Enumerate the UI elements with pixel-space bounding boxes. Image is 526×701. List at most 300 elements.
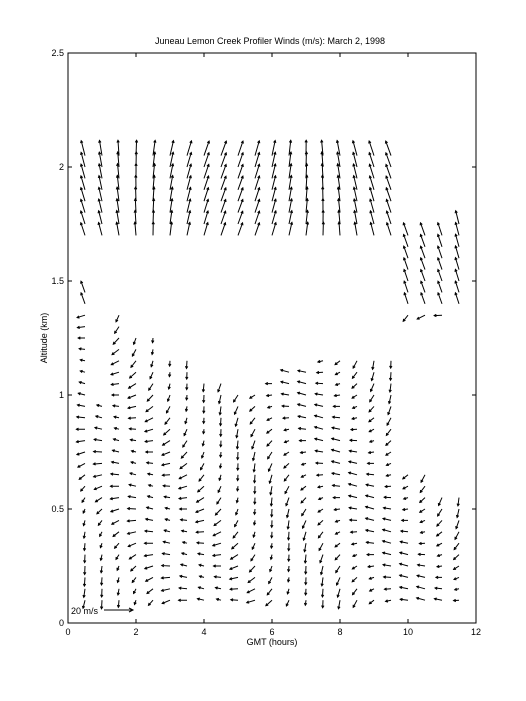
- wind-vector: [366, 541, 374, 543]
- wind-vector: [186, 372, 188, 379]
- wind-vector: [420, 486, 425, 492]
- wind-vector: [238, 211, 243, 224]
- wind-vector: [320, 566, 323, 574]
- wind-vector: [418, 564, 425, 566]
- wind-vector: [298, 392, 306, 395]
- wind-vector: [352, 577, 357, 581]
- wind-vector: [83, 532, 85, 538]
- wind-vector: [128, 406, 136, 408]
- y-tick-label: 1.5: [51, 276, 64, 286]
- wind-vector: [417, 586, 425, 589]
- wind-vector: [420, 270, 425, 281]
- wind-vector: [437, 234, 442, 246]
- wind-vector: [304, 543, 306, 552]
- wind-vector-shaft: [250, 566, 255, 572]
- wind-vector: [214, 520, 221, 525]
- wind-vector: [332, 461, 340, 464]
- wind-vector: [386, 429, 391, 435]
- wind-vector-shaft: [181, 452, 187, 458]
- wind-vector: [165, 519, 170, 521]
- wind-vector: [181, 519, 187, 521]
- wind-vector: [302, 520, 306, 528]
- wind-vector-shaft: [238, 176, 243, 190]
- wind-vector: [77, 416, 85, 418]
- wind-vector: [161, 577, 170, 579]
- wind-vector: [366, 495, 374, 498]
- wind-vector: [83, 577, 85, 586]
- wind-vector: [370, 440, 374, 442]
- wind-vector: [403, 315, 408, 321]
- wind-vector-shaft: [420, 498, 425, 503]
- wind-vector: [95, 498, 102, 502]
- wind-vector: [267, 394, 272, 396]
- wind-vector: [127, 520, 136, 522]
- wind-vector: [112, 450, 119, 452]
- wind-vector: [183, 441, 187, 447]
- wind-vector: [113, 532, 119, 537]
- wind-vector: [76, 428, 85, 430]
- wind-vector: [404, 269, 408, 281]
- wind-vector: [384, 588, 391, 590]
- wind-vector: [237, 463, 239, 470]
- wind-vector: [386, 441, 391, 446]
- wind-vector: [349, 483, 357, 486]
- wind-vector: [270, 498, 272, 506]
- wind-vector: [266, 382, 272, 384]
- wind-vector: [116, 222, 119, 235]
- wind-vector: [266, 600, 272, 606]
- wind-vector: [318, 532, 323, 538]
- wind-vector: [370, 384, 374, 392]
- wind-vector: [80, 223, 85, 236]
- wind-vector: [366, 518, 374, 521]
- wind-vector-shaft: [81, 223, 85, 236]
- wind-vector-shaft: [438, 223, 442, 236]
- wind-vector: [128, 417, 136, 419]
- wind-vector: [317, 371, 323, 373]
- wind-vector: [162, 589, 170, 592]
- wind-vector: [77, 326, 85, 328]
- wind-vector: [333, 496, 340, 498]
- wind-vector-shaft: [438, 281, 442, 292]
- wind-vector: [386, 474, 391, 476]
- wind-vector: [437, 554, 442, 556]
- wind-vector: [434, 314, 442, 316]
- wind-vector: [81, 486, 85, 491]
- wind-vector: [170, 222, 173, 235]
- wind-vector: [349, 450, 357, 452]
- wind-vector: [180, 575, 187, 577]
- wind-vector: [236, 429, 238, 437]
- wind-vector: [221, 223, 226, 236]
- wind-vector: [77, 404, 85, 406]
- wind-vector: [134, 600, 136, 604]
- wind-vector: [437, 543, 442, 546]
- wind-vector-shaft: [231, 555, 238, 560]
- wind-vector: [230, 566, 238, 569]
- wind-vector: [270, 566, 272, 572]
- wind-vector: [403, 486, 408, 489]
- wind-vector: [83, 543, 85, 550]
- wind-vector: [253, 463, 255, 471]
- wind-vector-shaft: [221, 211, 226, 224]
- wind-vector: [267, 418, 272, 421]
- wind-vector: [302, 463, 306, 465]
- wind-vector: [455, 222, 459, 235]
- wind-vector: [100, 543, 102, 547]
- wind-vector-shaft: [386, 429, 391, 435]
- wind-vector-shaft: [387, 211, 391, 224]
- wind-vector: [437, 246, 442, 258]
- wind-vector: [419, 542, 425, 544]
- wind-vector-shaft: [438, 234, 442, 246]
- wind-vector: [168, 384, 170, 389]
- wind-vector: [286, 600, 289, 606]
- wind-vector: [162, 564, 170, 566]
- wind-vector: [231, 555, 238, 560]
- wind-vector: [369, 418, 374, 422]
- wind-vector-shaft: [81, 293, 85, 304]
- wind-vector: [317, 474, 323, 476]
- wind-vector: [146, 518, 153, 520]
- wind-vector: [185, 418, 187, 424]
- wind-vector: [370, 395, 374, 402]
- wind-vector: [315, 450, 323, 452]
- wind-vector: [254, 486, 256, 493]
- x-tick-label: 4: [201, 627, 207, 637]
- wind-vector: [370, 589, 374, 591]
- wind-vector-shaft: [387, 223, 391, 236]
- wind-vector-shaft: [272, 211, 276, 224]
- wind-vector: [366, 484, 374, 486]
- wind-vector: [269, 475, 272, 483]
- wind-vector: [238, 200, 243, 213]
- wind-vector: [115, 543, 119, 548]
- wind-vector: [146, 451, 153, 453]
- wind-vector: [252, 441, 255, 449]
- wind-vector: [353, 600, 357, 607]
- wind-vector: [113, 405, 119, 407]
- wind-vector: [456, 509, 459, 517]
- wind-vector: [236, 486, 238, 491]
- wind-vector: [204, 223, 208, 236]
- wind-vector: [319, 497, 323, 499]
- wind-vector: [152, 338, 154, 343]
- wind-vector: [196, 520, 204, 522]
- wind-vector: [151, 361, 153, 367]
- wind-vector: [198, 486, 204, 492]
- wind-vector: [218, 395, 221, 403]
- wind-vector: [369, 429, 374, 432]
- wind-vector: [111, 473, 119, 475]
- wind-vector: [219, 475, 221, 481]
- wind-vector-shaft: [81, 199, 85, 212]
- wind-vector: [271, 509, 273, 517]
- wind-vector: [336, 566, 340, 573]
- wind-vector: [320, 555, 323, 563]
- wind-vector: [220, 429, 222, 436]
- wind-vector: [335, 520, 340, 522]
- wind-vector: [387, 418, 391, 425]
- x-tick-label: 6: [269, 627, 275, 637]
- wind-vector-shaft: [421, 235, 425, 247]
- wind-vector: [94, 439, 102, 441]
- wind-vector-shaft: [404, 258, 408, 270]
- wind-vector: [253, 475, 255, 483]
- wind-vector: [383, 540, 391, 543]
- wind-vector-shaft: [238, 223, 243, 236]
- wind-vector: [180, 508, 187, 510]
- wind-vector-shaft: [81, 211, 85, 224]
- wind-vector-shaft: [404, 235, 408, 247]
- wind-vector-shaft: [81, 188, 85, 202]
- wind-vector: [420, 223, 425, 236]
- wind-vector: [318, 360, 323, 362]
- wind-vector: [388, 395, 391, 403]
- wind-vector: [162, 452, 170, 455]
- wind-vector: [144, 542, 153, 544]
- wind-vector-shaft: [130, 372, 136, 378]
- wind-vector: [302, 509, 306, 516]
- wind-vector-shaft: [438, 293, 442, 304]
- wind-vector: [369, 451, 374, 453]
- wind-vector: [113, 338, 119, 344]
- wind-vector: [352, 395, 357, 398]
- wind-vector: [298, 415, 306, 417]
- wind-vector: [129, 384, 136, 389]
- wind-vector: [455, 246, 459, 258]
- wind-vector: [81, 281, 85, 292]
- wind-vector: [383, 529, 391, 532]
- wind-vector: [151, 349, 153, 354]
- wind-vector-shaft: [438, 258, 442, 270]
- wind-vector: [94, 450, 102, 452]
- wind-vector: [353, 589, 357, 595]
- wind-vector-shaft: [99, 223, 102, 236]
- wind-vector: [268, 406, 272, 408]
- x-tick-label: 12: [470, 627, 482, 637]
- wind-vector: [386, 211, 391, 224]
- wind-vector: [131, 566, 136, 571]
- wind-vector: [98, 520, 102, 525]
- wind-vector: [421, 531, 425, 533]
- wind-vector: [334, 394, 340, 396]
- wind-vector: [403, 258, 408, 270]
- wind-vector: [366, 529, 374, 531]
- wind-vector: [247, 600, 255, 603]
- wind-vector: [403, 246, 408, 258]
- wind-vector: [236, 509, 238, 515]
- wind-vector: [79, 381, 85, 383]
- wind-vector: [335, 372, 340, 374]
- wind-vector: [267, 441, 272, 446]
- wind-vector: [401, 530, 408, 532]
- wind-vector: [185, 361, 187, 369]
- wind-vector: [337, 589, 340, 597]
- wind-vector: [298, 404, 306, 407]
- wind-vector: [335, 532, 340, 534]
- wind-vector: [351, 531, 357, 533]
- wind-vector: [335, 543, 340, 547]
- wind-vector: [179, 599, 187, 601]
- wind-vector: [286, 498, 289, 506]
- wind-vector: [321, 589, 323, 597]
- wind-vector: [454, 566, 459, 569]
- wind-vector: [287, 577, 289, 581]
- wind-vector: [213, 543, 221, 546]
- wind-vector-shaft: [248, 577, 255, 582]
- wind-vector: [98, 223, 102, 236]
- wind-vector: [352, 417, 357, 419]
- wind-vector-shaft: [147, 589, 153, 594]
- wind-vector: [163, 441, 170, 446]
- y-tick-label: 2: [58, 162, 64, 172]
- wind-vector: [235, 418, 238, 426]
- wind-vector: [438, 281, 442, 292]
- wind-vector-shaft: [421, 270, 425, 281]
- wind-vector: [281, 393, 289, 395]
- wind-vector-shaft: [335, 555, 340, 560]
- wind-vector-shaft: [456, 222, 459, 235]
- wind-vector: [215, 587, 221, 589]
- wind-vector: [304, 555, 306, 563]
- wind-vector: [131, 361, 136, 367]
- wind-vector: [149, 484, 153, 486]
- wind-vector-shaft: [129, 384, 136, 389]
- wind-vector: [167, 395, 170, 401]
- wind-vector-shaft: [112, 349, 119, 354]
- wind-vector-shaft: [215, 509, 221, 515]
- wind-vector: [369, 600, 374, 604]
- wind-vector: [80, 370, 85, 372]
- wind-vector: [386, 463, 391, 465]
- wind-vector-shaft: [136, 140, 137, 155]
- wind-vector: [353, 406, 357, 408]
- wind-vector: [114, 416, 119, 418]
- wind-vector: [298, 370, 306, 372]
- wind-vector: [220, 441, 222, 447]
- wind-vector: [420, 235, 425, 247]
- wind-vector: [437, 223, 442, 236]
- wind-vector-shaft: [81, 281, 85, 292]
- wind-vector: [181, 452, 187, 458]
- wind-vector: [403, 235, 408, 247]
- wind-vector: [281, 381, 289, 384]
- wind-vector: [319, 543, 323, 550]
- wind-vector: [271, 532, 273, 538]
- wind-vector: [385, 485, 391, 487]
- x-tick-label: 2: [133, 627, 139, 637]
- wind-vector: [301, 498, 306, 503]
- wind-vector-shaft: [164, 429, 170, 435]
- wind-vector: [299, 427, 306, 429]
- wind-vector: [182, 553, 187, 555]
- wind-vector: [187, 222, 191, 235]
- wind-vector: [237, 452, 239, 460]
- wind-vector: [79, 348, 85, 350]
- wind-vector: [130, 372, 136, 378]
- wind-vector: [101, 589, 103, 597]
- wind-vector: [268, 452, 272, 459]
- wind-vector-shaft: [403, 315, 408, 321]
- wind-vector-shaft: [301, 498, 306, 503]
- wind-vector-shaft: [131, 566, 136, 571]
- wind-vector: [270, 486, 272, 494]
- wind-vector: [315, 393, 323, 395]
- wind-vector: [134, 589, 136, 594]
- wind-vector: [333, 405, 340, 407]
- wind-vector: [403, 475, 408, 479]
- wind-vector: [145, 418, 153, 422]
- wind-vector: [213, 532, 221, 536]
- wind-vector: [79, 475, 85, 480]
- wind-vector: [404, 293, 408, 304]
- wind-vector: [315, 438, 323, 441]
- wind-vector-shaft: [233, 532, 238, 538]
- wind-vector: [162, 553, 170, 555]
- wind-vector-shaft: [221, 199, 226, 212]
- wind-vector-shaft: [420, 486, 425, 492]
- wind-vector: [334, 508, 340, 510]
- wind-vector: [404, 497, 408, 499]
- wind-vector-shaft: [267, 589, 272, 595]
- chart-title: Juneau Lemon Creek Profiler Winds (m/s): March 2, 1998: [154, 36, 386, 46]
- wind-vector: [267, 429, 272, 433]
- wind-vector-shaft: [421, 246, 425, 258]
- wind-vector: [145, 530, 153, 532]
- wind-vector: [403, 223, 408, 236]
- wind-vector: [316, 462, 323, 464]
- wind-vector: [248, 577, 255, 582]
- wind-vector: [147, 395, 153, 401]
- wind-vector: [215, 509, 221, 515]
- wind-vector: [250, 395, 255, 398]
- wind-vector: [332, 427, 340, 429]
- wind-vector: [434, 598, 442, 600]
- wind-vector-shaft: [99, 211, 102, 224]
- wind-vector: [268, 463, 272, 471]
- wind-vector: [421, 281, 425, 292]
- wind-vector: [183, 541, 187, 543]
- wind-vector: [130, 439, 136, 441]
- wind-vector: [352, 372, 357, 378]
- wind-vector: [383, 507, 391, 509]
- wind-vector-shaft: [204, 199, 208, 212]
- wind-vector: [186, 384, 188, 390]
- wind-vector: [217, 498, 221, 504]
- wind-vector: [234, 406, 238, 414]
- wind-vector: [78, 393, 85, 395]
- wind-vector: [251, 429, 255, 436]
- wind-vector: [349, 472, 357, 475]
- wind-vector-shaft: [255, 188, 259, 202]
- wind-vector: [182, 530, 187, 532]
- wind-vector: [255, 199, 260, 212]
- wind-vector-shaft: [437, 520, 442, 526]
- wind-vector: [201, 452, 204, 458]
- wind-vector: [233, 532, 238, 538]
- wind-vector: [438, 509, 442, 516]
- wind-vector: [112, 394, 119, 396]
- wind-vector: [132, 349, 136, 356]
- wind-vector-shaft: [232, 543, 238, 549]
- wind-vector: [199, 564, 204, 566]
- wind-vector: [145, 566, 153, 569]
- wind-vector: [100, 555, 102, 561]
- wind-vector: [114, 427, 119, 429]
- wind-vector: [128, 395, 136, 398]
- wind-vector: [77, 315, 85, 318]
